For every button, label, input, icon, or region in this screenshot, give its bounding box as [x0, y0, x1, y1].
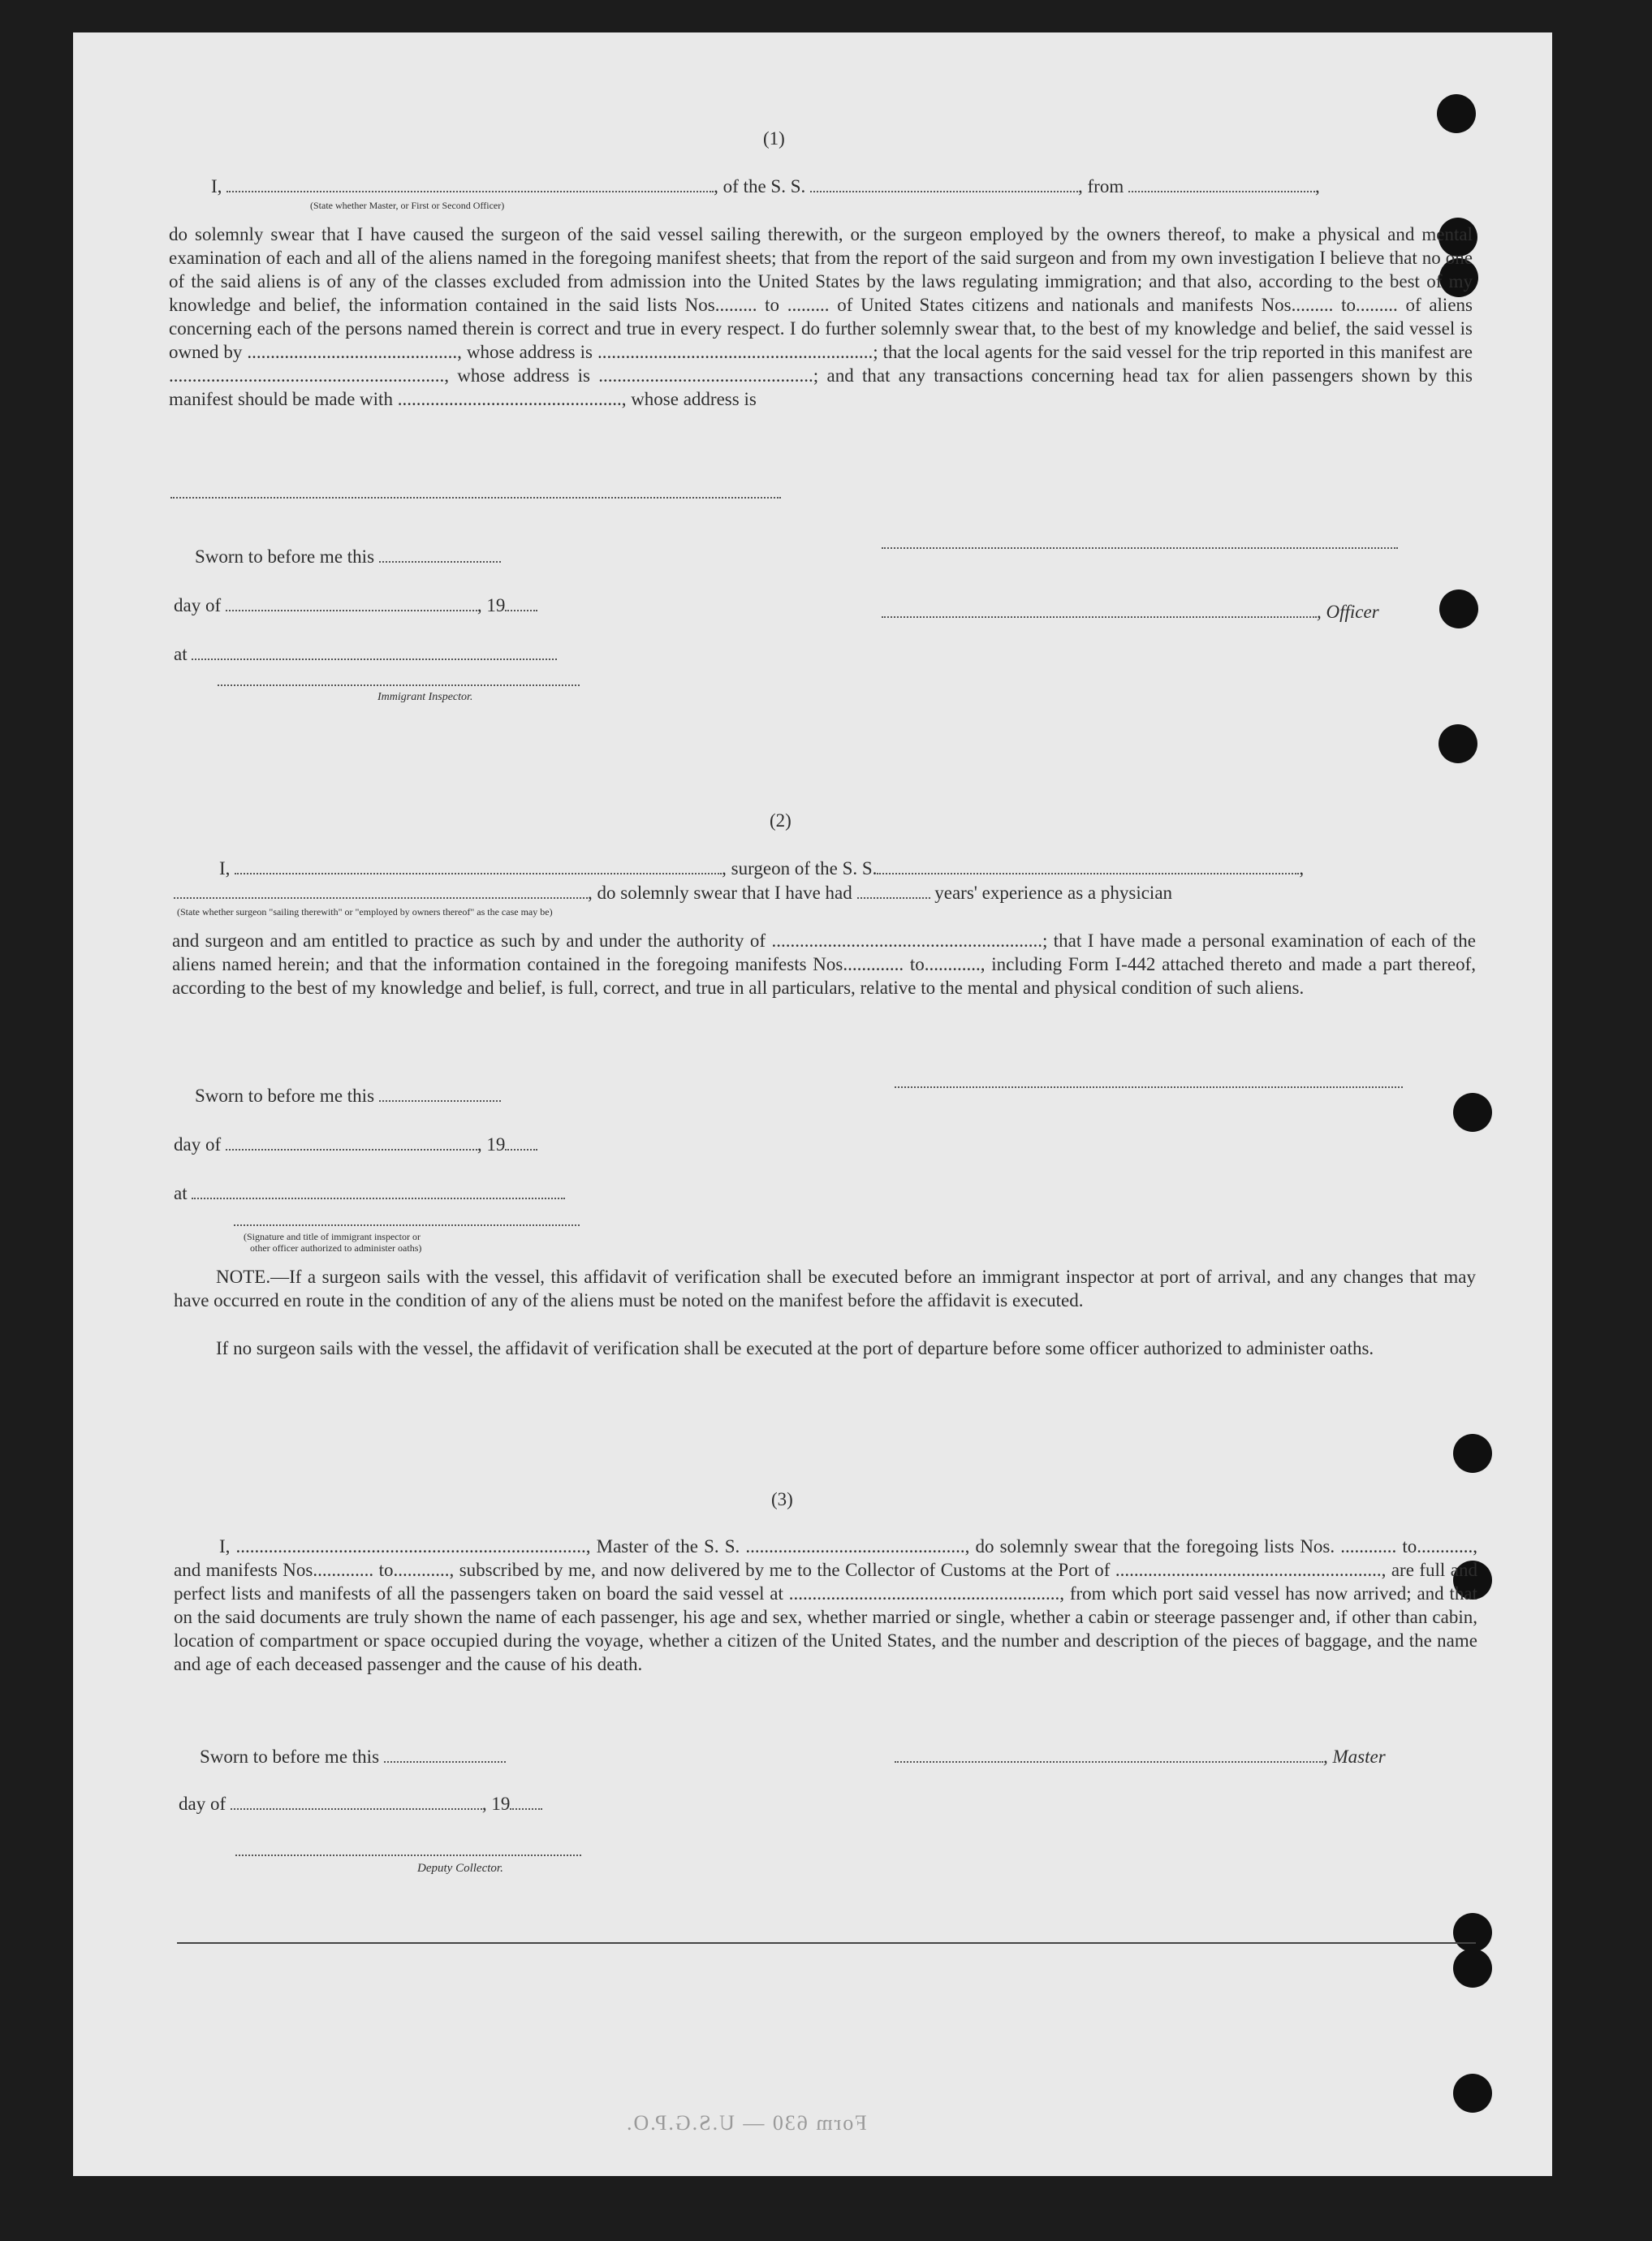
year-label: 19 — [486, 1134, 506, 1155]
authorized-officer-signature-line[interactable] — [234, 1224, 580, 1226]
declarant-name-field[interactable] — [226, 191, 714, 192]
sworn-label: Sworn to before me this — [195, 1086, 375, 1106]
note-paragraph-2: If no surgeon sails with the vessel, the affidavit of verification shall be executed at the port of departure before some officer authorized to administer oaths. — [216, 1338, 1374, 1358]
officer-rank-hint: (State whether Master, or First or Second Officer) — [310, 200, 505, 211]
day-of-field[interactable] — [226, 1149, 477, 1151]
vessel-label: , of the S. S. — [714, 176, 806, 196]
surgeon-vessel-field[interactable] — [877, 873, 1299, 874]
years-physician-label: years' experience as a physician — [934, 883, 1173, 903]
section-1-address-line[interactable] — [170, 497, 781, 499]
punch-hole-7 — [1453, 1434, 1492, 1473]
section-1-number: (1) — [763, 128, 785, 149]
year-field[interactable] — [505, 610, 537, 611]
section-2-line-1: I, , surgeon of the S. S. , — [219, 858, 1305, 879]
declarant-prefix: I, — [211, 176, 222, 196]
surgeon-status-hint: (State whether surgeon "sailing therewith" or "employed by owners thereof" as the case may be) — [177, 906, 553, 918]
sworn-date-field[interactable] — [379, 1100, 501, 1102]
surgeon-name-field[interactable] — [235, 873, 722, 874]
bottom-divider — [177, 1942, 1476, 1944]
signature-hint-2: other officer authorized to administer oaths) — [250, 1242, 422, 1254]
year-field[interactable] — [505, 1149, 537, 1151]
master-signature-row — [895, 1746, 1386, 1768]
year-label: 19 — [491, 1794, 511, 1814]
experience-years-field[interactable] — [857, 897, 930, 899]
section-2-number: (2) — [770, 810, 791, 831]
punch-hole-5 — [1438, 724, 1477, 763]
section-2-line-2 — [174, 882, 1172, 905]
punch-hole-4 — [1439, 589, 1478, 628]
officer-caption: , Officer — [1317, 602, 1379, 622]
inspector-signature-line[interactable] — [218, 684, 580, 686]
surgeon-vessel-label: , surgeon of the S. S. — [722, 858, 878, 879]
section-3-number: (3) — [771, 1489, 793, 1509]
note-text-1: —If a surgeon sails with the vessel, this affidavit of verification shall be executed before an immigrant inspector at port of arrival, and any changes that may have occurred en route in the condition of any of the aliens must be noted on the manifest before the affidavit is executed. — [174, 1267, 1476, 1310]
section-2-at — [174, 1182, 565, 1205]
master-signature-field[interactable] — [895, 1761, 1323, 1763]
section-1-signature-line[interactable] — [882, 547, 1398, 549]
section-2-signature-line[interactable] — [895, 1086, 1403, 1088]
section-3-day: day of , 19 — [179, 1793, 542, 1816]
from-label: , from — [1078, 176, 1124, 196]
year-field[interactable] — [510, 1808, 542, 1810]
section-1-sworn — [195, 546, 501, 568]
day-of-label: day of — [174, 1134, 222, 1155]
section-3-sworn — [200, 1746, 506, 1768]
at-place-field[interactable] — [192, 1198, 565, 1199]
section-2-oath-paragraph: and surgeon and am entitled to practice as such by and under the authority of ..........................................................; that I have made a personal examination of each of the aliens named herein; and that the information contained in the foregoing manifests Nos............. to............, including Form I-442 attached thereto and made a part thereof, according to the best of my knowledge and belief, is full, correct, and true in all particulars, relative to the mental and physical condition of such aliens. — [172, 931, 1476, 998]
section-2-day: day of , 19 — [174, 1133, 537, 1156]
punch-hole-1 — [1437, 94, 1476, 133]
sworn-date-field[interactable] — [379, 561, 501, 563]
document-page — [73, 32, 1552, 2176]
sworn-label: Sworn to before me this — [200, 1747, 380, 1767]
sworn-label: Sworn to before me this — [195, 546, 375, 567]
deputy-collector-signature-line[interactable] — [235, 1855, 581, 1856]
sworn-date-field[interactable] — [384, 1761, 506, 1763]
master-caption: , Master — [1323, 1747, 1386, 1767]
day-of-label: day of — [179, 1794, 226, 1814]
deputy-collector-caption: Deputy Collector. — [417, 1862, 503, 1875]
punch-hole-10 — [1453, 1949, 1492, 1988]
punch-hole-9 — [1453, 1913, 1492, 1952]
departure-port-field[interactable] — [1128, 191, 1315, 192]
faint-footer-stamp: Form 630 — U.S.G.P.O. — [625, 2111, 867, 2135]
section-1-at — [174, 643, 557, 666]
at-label: at — [174, 1183, 188, 1203]
day-of-label: day of — [174, 595, 222, 615]
note-label: NOTE. — [216, 1267, 271, 1287]
signature-hint-1: (Signature and title of immigrant inspector or — [244, 1231, 421, 1242]
section-1-line-1: I, , of the S. S. , from , — [211, 176, 1320, 196]
day-of-field[interactable] — [226, 610, 477, 611]
section-1-day: day of , 19 — [174, 594, 537, 617]
officer-signature-field[interactable] — [882, 616, 1317, 618]
surgeon-prefix: I, — [219, 858, 231, 879]
vessel-name-field[interactable] — [810, 191, 1078, 192]
at-label: at — [174, 644, 188, 664]
punch-hole-6 — [1453, 1093, 1492, 1132]
surgeon-status-field[interactable] — [174, 897, 588, 899]
day-of-field[interactable] — [231, 1808, 482, 1810]
at-place-field[interactable] — [192, 658, 557, 660]
section-3-oath-paragraph: I, ..........................................................................., Master of the S. S. ..............................................., do solemnly swear that the foregoing lists Nos. ............ to............, and manifests Nos............. to............, subscribed by me, and now delivered by me to the Collector of Customs at the Port of ........................................................., are full and perfect lists and manifests of all the passengers taken on board the said vessel at .........................................................., from which port said vessel has now arrived; and that on the said documents are truly shown the name of each passenger, his age and sex, whether married or single, whether a cabin or steerage passenger and, if other than cabin, location of compartment or space occupied during the voyage, whether a citizen of the United States, and the number and description of the pieces of baggage, and the name and age of each deceased passenger and the cause of his death. — [174, 1536, 1477, 1674]
year-label: 19 — [486, 595, 506, 615]
officer-signature-row — [882, 601, 1379, 624]
punch-hole-11 — [1453, 2074, 1492, 2113]
section-2-sworn — [195, 1085, 501, 1108]
note-paragraph-1 — [174, 1265, 1476, 1312]
experience-label: , do solemnly swear that I have had — [588, 883, 852, 903]
immigrant-inspector-caption: Immigrant Inspector. — [377, 691, 473, 703]
section-1-oath-paragraph: do solemnly swear that I have caused the surgeon of the said vessel sailing therewith, or the surgeon employed by the owners thereof, to make a physical and mental examination of each and all of the aliens named in the foregoing manifest sheets; that from the report of the said surgeon and from my own investigation I believe that no one of the said aliens is of any of the classes excluded from admission into the United States by the laws regulating immigration; and that also, according to the best of my knowledge and belief, the information contained in the said lists Nos......... to ......... of United States citizens and nationals and manifests Nos......... to......... of aliens concerning each of the persons named therein is correct and true in every respect. I do further solemnly swear that, to the best of my knowledge and belief, the said vessel is owned by ............................................., whose address is ...........................................................; that the local agents for the said vessel for the trip reported in this manifest are ..........................................................., whose address is ..............................................; and that any transactions concerning head tax for alien passengers shown by this manifest should be made with ................................................, whose address is — [169, 224, 1473, 409]
